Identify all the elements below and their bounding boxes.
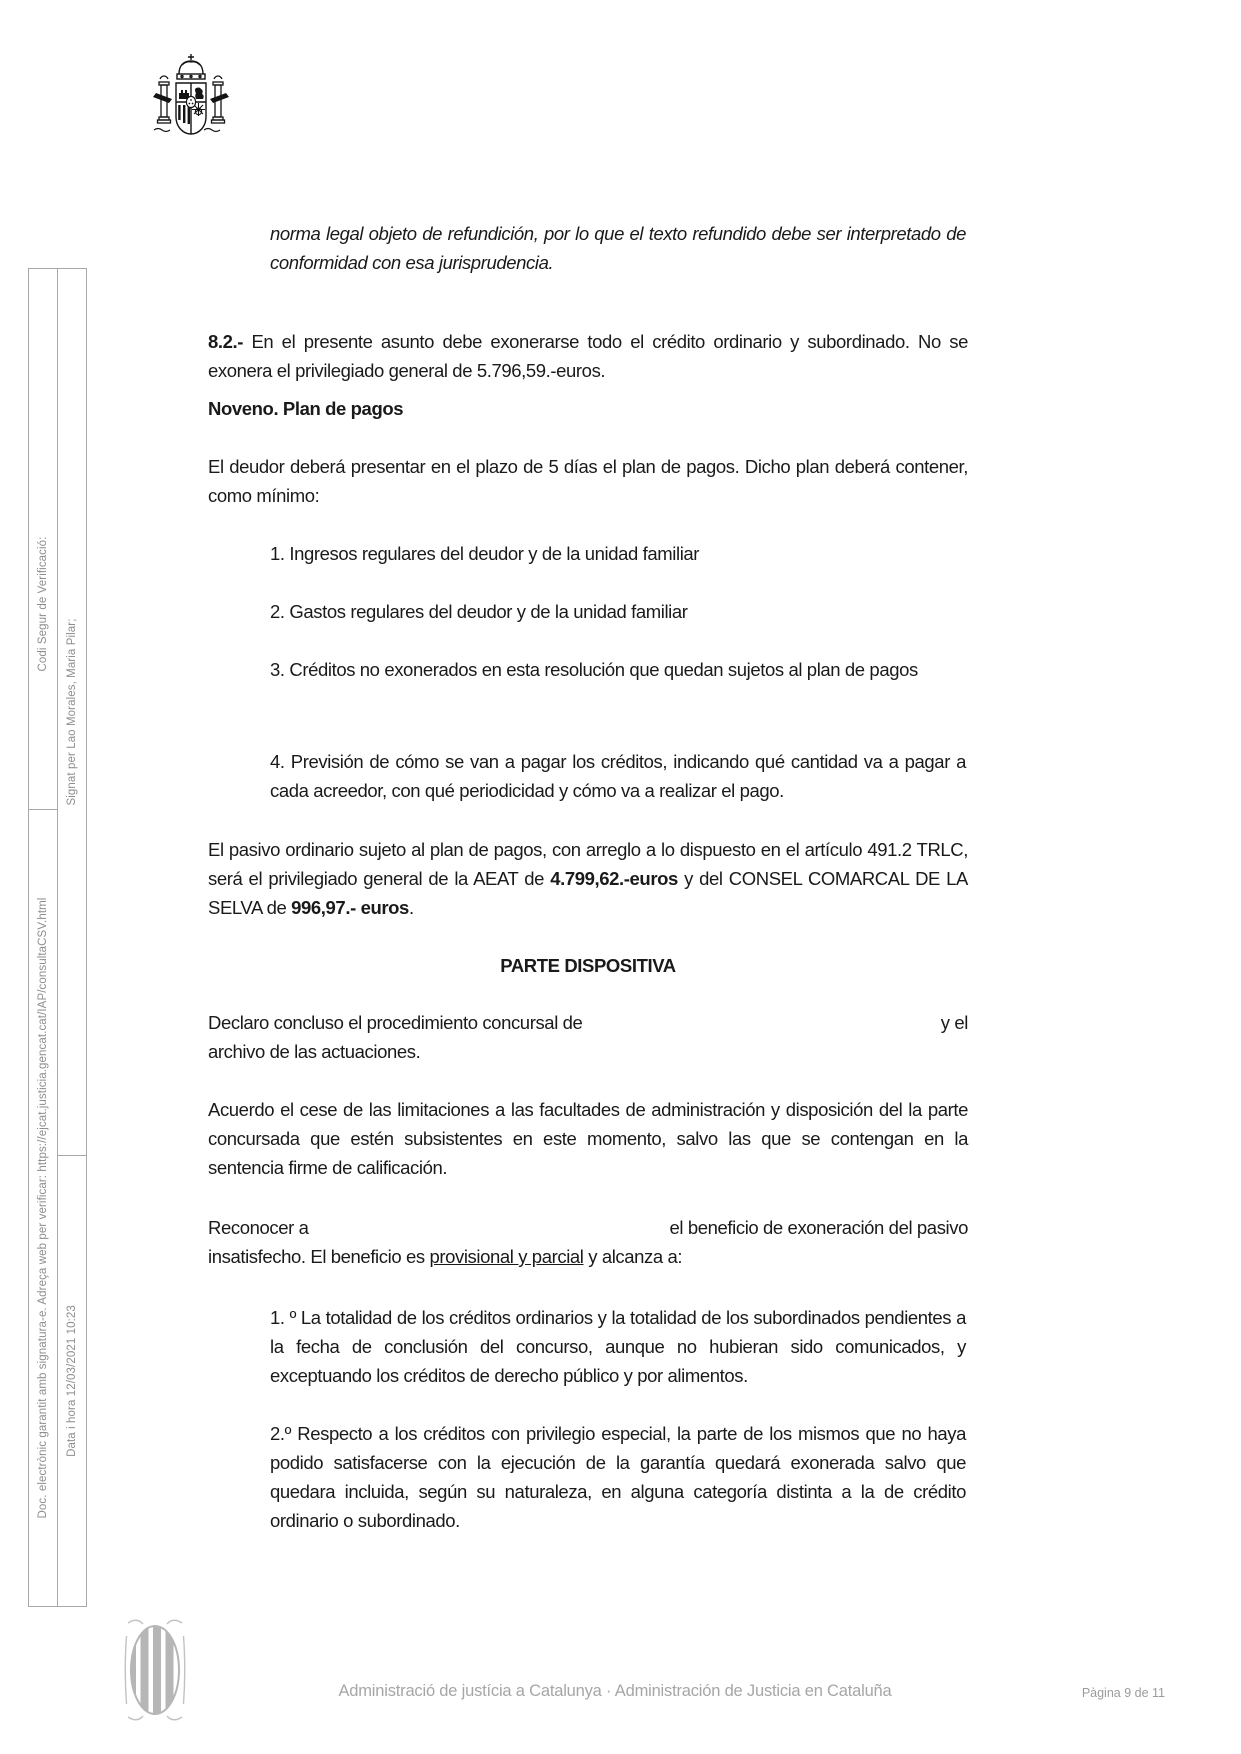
footer-page-indicator: Pàgina 9 de 11 bbox=[1081, 1686, 1165, 1700]
acuerdo-paragraph: Acuerdo el cese de las limitaciones a las facultades de administración y disposición del la parte concursada que estén subsistentes en este momento, salvo las que se contengan en la sentencia firme de calificación. bbox=[208, 1099, 968, 1178]
sidebar-signed-by: Signat per Lao Morales, Maria Pilar; bbox=[66, 618, 78, 806]
pasivo-amount-consell: 996,97.- euros bbox=[291, 897, 409, 918]
reconocer-line1 bbox=[208, 1213, 968, 1242]
plan-item-3: 3. Créditos no exonerados en esta resolución que quedan sujetos al plan de pagos bbox=[270, 659, 918, 680]
pasivo-amount-aeat: 4.799,62.-euros bbox=[550, 868, 678, 889]
section-8-2-label: 8.2.- bbox=[208, 331, 244, 352]
plan-item-4: 4. Previsión de cómo se van a pagar los créditos, indicando qué cantidad va a pagar a cada acreedor, con qué periodicidad y cómo va a realizar el pago. bbox=[270, 751, 966, 801]
sidebar-doc-note-cell bbox=[28, 809, 58, 1607]
sidebar-csv-cell bbox=[28, 268, 58, 810]
reconocer-line2-part1: insatisfecho. El beneficio es bbox=[208, 1246, 430, 1267]
reconocer-line1-left: Reconocer a bbox=[208, 1217, 309, 1238]
quote-paragraph: norma legal objeto de refundición, por lo que el texto refundido debe ser interpretado de conformidad con esa jurisprudencia. bbox=[270, 223, 966, 273]
sidebar-doc-note: Doc. electrònic garantit amb signatura-e. Adreça web per verificar: https://ejcat.justicia.gencat.cat/IAP/consultaCSV.html bbox=[37, 897, 49, 1519]
numbered-item-2: 2.º Respecto a los créditos con privilegio especial, la parte de los mismos que no haya podido satisfacerse con la ejecución de la garantía quedará exonerada salvo que quedara incluida, según su naturaleza, en alguna categoría distinta a la de crédito ordinario o subordinado. bbox=[270, 1423, 966, 1531]
sidebar-datetime: Data i hora 12/03/2021 10:23 bbox=[66, 1305, 78, 1457]
heading-parte-dispositiva: PARTE DISPOSITIVA bbox=[500, 955, 676, 976]
section-8-2-paragraph bbox=[208, 327, 968, 385]
footer-administration-text: Administració de justícia a Catalunya · Administración de Justicia en Cataluña bbox=[338, 1682, 892, 1700]
section-8-2-text: En el presente asunto debe exonerarse todo el crédito ordinario y subordinado. No se exonera el privilegiado general de 5.796,59.-euros. bbox=[208, 331, 968, 381]
sidebar-signed-cell bbox=[57, 268, 87, 1156]
pasivo-part3: . bbox=[408, 897, 414, 918]
heading-noveno: Noveno. Plan de pagos bbox=[208, 398, 404, 419]
sidebar-datetime-cell bbox=[57, 1155, 87, 1607]
reconocer-line2 bbox=[208, 1242, 968, 1271]
numbered-item-1: 1. º La totalidad de los créditos ordinarios y la totalidad de los subordinados pendientes a la fecha de conclusión del concurso, aunque no hubieran sido comunicados, y exceptuando los créditos de derecho público y por alimentos. bbox=[270, 1307, 966, 1386]
pasivo-paragraph bbox=[208, 835, 968, 922]
reconocer-line2-part2: y alcanza a: bbox=[583, 1246, 683, 1267]
declaro-paragraph bbox=[208, 1008, 968, 1066]
plan-item-2: 2. Gastos regulares del deudor y de la unidad familiar bbox=[270, 601, 688, 622]
declaro-line1-left: Declaro concluso el procedimiento concursal de bbox=[208, 1012, 583, 1033]
generalitat-catalunya-logo-icon bbox=[124, 1616, 186, 1729]
declaro-line1-right: y el bbox=[940, 1012, 968, 1033]
deudor-paragraph: El deudor deberá presentar en el plazo de 5 días el plan de pagos. Dicho plan deberá contener, como mínimo: bbox=[208, 456, 968, 506]
declaro-line1 bbox=[208, 1008, 968, 1037]
sidebar-csv-label: Codi Segur de Verificació: bbox=[37, 536, 49, 672]
underlined-provisional-parcial: provisional y parcial bbox=[429, 1246, 584, 1267]
spain-coat-of-arms-icon bbox=[146, 52, 236, 163]
reconocer-paragraph bbox=[208, 1213, 968, 1271]
pasivo-part1: El pasivo ordinario sujeto al plan de pagos, con arreglo a lo dispuesto en el artículo 491.2 TRLC, será el privilegiado general de la AEAT de bbox=[208, 839, 968, 889]
pasivo-part2: y del CONSEL COMARCAL DE LA SELVA de bbox=[208, 868, 968, 918]
declaro-line2: archivo de las actuaciones. bbox=[208, 1041, 421, 1062]
reconocer-line1-right: el beneficio de exoneración del pasivo bbox=[669, 1217, 968, 1238]
plan-item-1: 1. Ingresos regulares del deudor y de la unidad familiar bbox=[270, 543, 700, 564]
